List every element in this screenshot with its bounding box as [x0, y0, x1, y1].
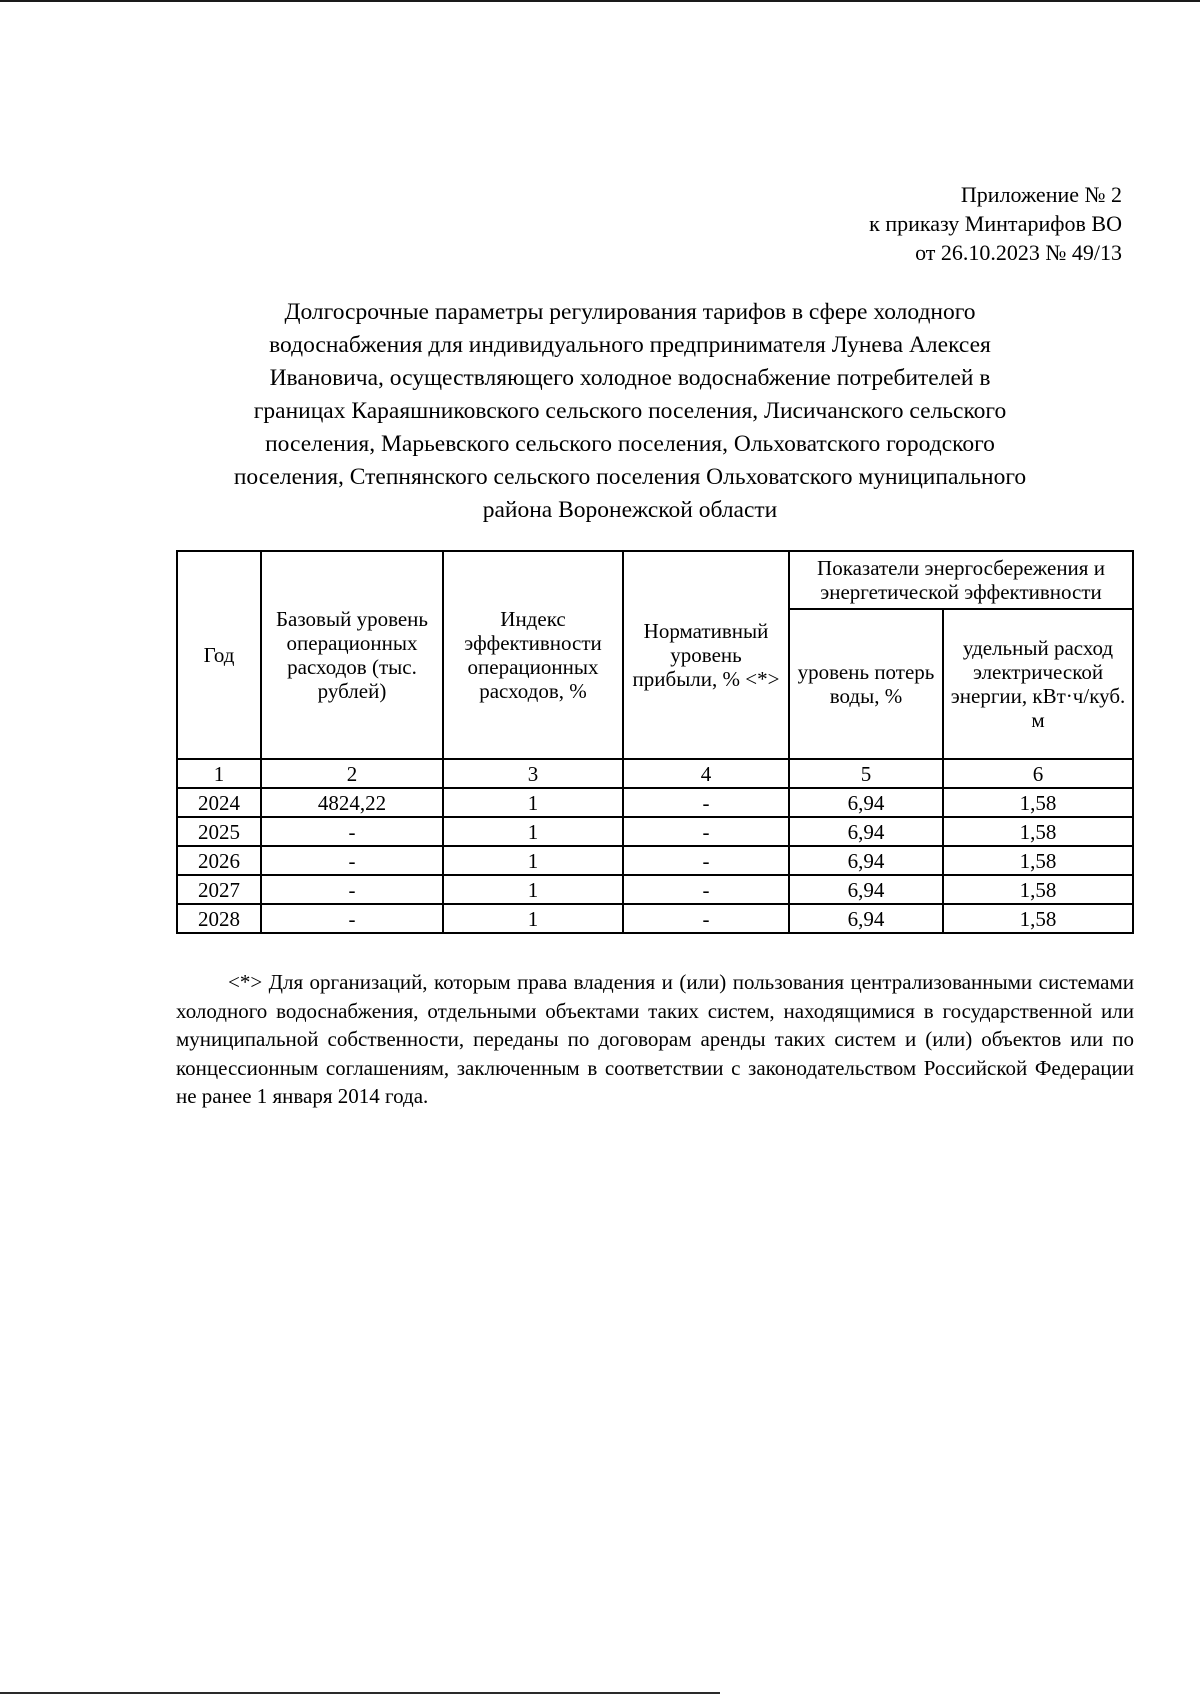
column-number: 4 — [623, 759, 789, 788]
appendix-reference — [869, 180, 1122, 267]
title-line: границах Караяшниковского сельского поселения, Лисичанского сельского — [253, 398, 1007, 424]
title-line: Долгосрочные параметры регулирования тарифов в сфере холодного — [284, 299, 976, 325]
cell-electricity: 1,58 — [943, 788, 1133, 817]
cell-loss: 6,94 — [789, 817, 943, 846]
scan-border-top — [0, 0, 1200, 2]
header-year: Год — [177, 551, 261, 759]
cell-base: - — [261, 817, 443, 846]
header-water-loss: уровень потерь воды, % — [789, 609, 943, 759]
header-electricity: удельный расход электрической энергии, кВт·ч/куб. м — [943, 609, 1133, 759]
cell-loss: 6,94 — [789, 904, 943, 933]
scan-border-bottom — [0, 1692, 720, 1694]
cell-index: 1 — [443, 904, 623, 933]
cell-year: 2028 — [177, 904, 261, 933]
table-row — [177, 875, 1133, 904]
header-efficiency-index: Индекс эффективности операционных расходов, % — [443, 551, 623, 759]
footnote: <*> Для организаций, которым права владения и (или) пользования централизованными системами холодного водоснабжения, отдельными объектами таких систем, находящимися в государственной или муниципальной собственности, переданы по договорам аренды таких систем и (или) объектов или по концессионным соглашениям, заключенным в соответствии с законодательством Российской Федерации не ранее 1 января 2014 года. — [176, 970, 1134, 1108]
cell-profit: - — [623, 788, 789, 817]
cell-loss: 6,94 — [789, 788, 943, 817]
cell-loss: 6,94 — [789, 846, 943, 875]
parameters-table — [176, 550, 1134, 934]
cell-base: - — [261, 846, 443, 875]
cell-index: 1 — [443, 875, 623, 904]
cell-electricity: 1,58 — [943, 817, 1133, 846]
document-title — [160, 296, 1100, 527]
cell-year: 2027 — [177, 875, 261, 904]
cell-profit: - — [623, 846, 789, 875]
column-number: 1 — [177, 759, 261, 788]
appendix-order: к приказу Минтарифов ВО — [869, 211, 1122, 236]
cell-electricity: 1,58 — [943, 904, 1133, 933]
appendix-number: Приложение № 2 — [960, 182, 1122, 207]
table-row — [177, 904, 1133, 933]
table-row — [177, 846, 1133, 875]
title-line: поселения, Степнянского сельского поселения Ольховатского муниципального — [233, 464, 1027, 490]
cell-electricity: 1,58 — [943, 846, 1133, 875]
table-row — [177, 788, 1133, 817]
cell-profit: - — [623, 817, 789, 846]
title-line: водоснабжения для индивидуального предпринимателя Лунева Алексея — [269, 332, 991, 358]
cell-base: 4824,22 — [261, 788, 443, 817]
cell-year: 2025 — [177, 817, 261, 846]
cell-year: 2026 — [177, 846, 261, 875]
column-number-row — [177, 759, 1133, 788]
cell-base: - — [261, 904, 443, 933]
title-line: Ивановича, осуществляющего холодное водоснабжение потребителей в — [269, 365, 991, 391]
cell-profit: - — [623, 875, 789, 904]
cell-index: 1 — [443, 846, 623, 875]
column-number: 2 — [261, 759, 443, 788]
cell-electricity: 1,58 — [943, 875, 1133, 904]
header-base-level: Базовый уровень операционных расходов (тыс. рублей) — [261, 551, 443, 759]
cell-year: 2024 — [177, 788, 261, 817]
cell-index: 1 — [443, 817, 623, 846]
title-line: поселения, Марьевского сельского поселения, Ольховатского городского — [265, 431, 995, 457]
column-number: 3 — [443, 759, 623, 788]
header-profit-level: Нормативный уровень прибыли, % <*> — [623, 551, 789, 759]
column-number: 6 — [943, 759, 1133, 788]
cell-base: - — [261, 875, 443, 904]
cell-index: 1 — [443, 788, 623, 817]
column-number: 5 — [789, 759, 943, 788]
appendix-date: от 26.10.2023 № 49/13 — [915, 240, 1122, 265]
cell-profit: - — [623, 904, 789, 933]
table-row — [177, 817, 1133, 846]
header-energy-group: Показатели энергосбережения и энергетической эффективности — [789, 551, 1133, 609]
cell-loss: 6,94 — [789, 875, 943, 904]
title-line: района Воронежской области — [482, 497, 778, 523]
